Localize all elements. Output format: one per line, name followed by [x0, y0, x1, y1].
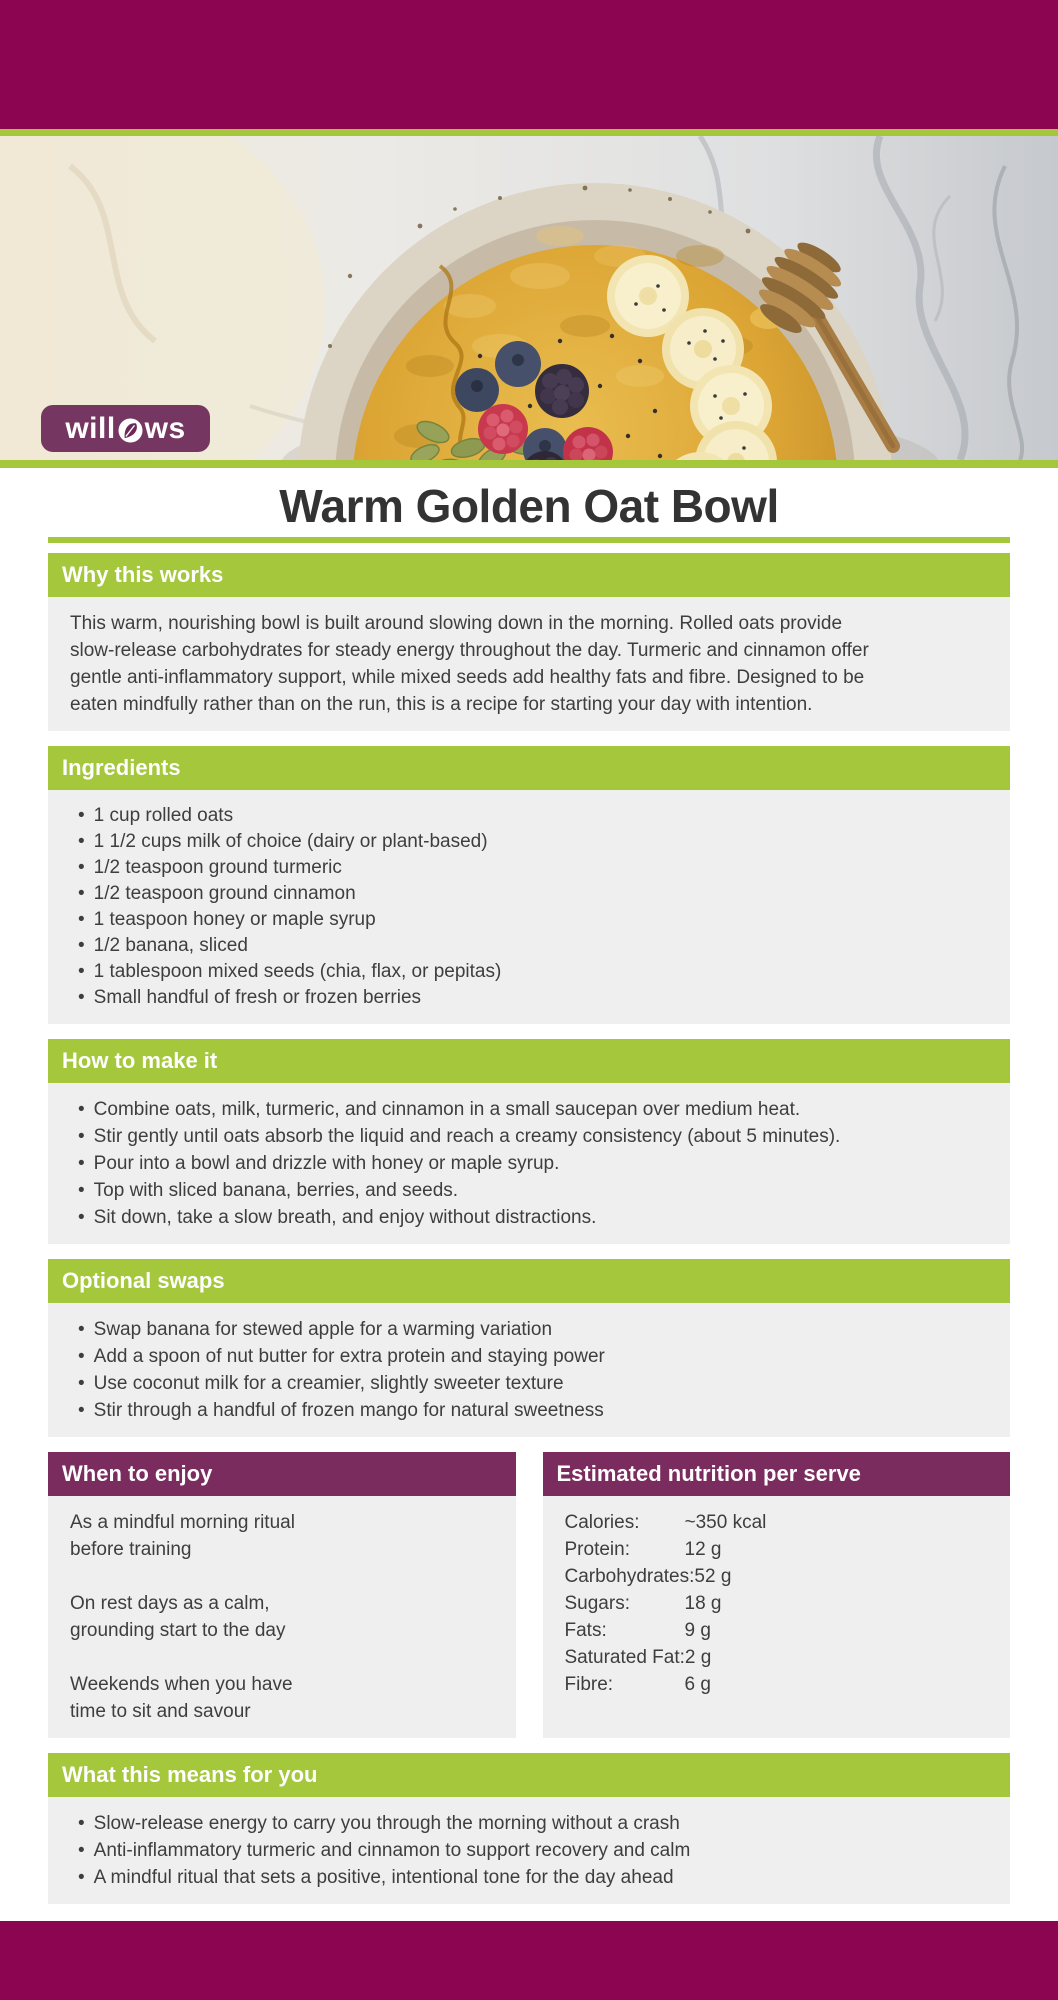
willows-logo — [41, 405, 210, 452]
swap-item: • Stir through a handful of frozen mango for natural sweetness — [70, 1397, 988, 1424]
nutrition-label: Fibre: — [564, 1674, 614, 1695]
two-column-row — [48, 1452, 1010, 1738]
when-line-1: As a mindful morning ritual — [70, 1512, 295, 1533]
section-header-ingredients: Ingredients — [48, 746, 1010, 790]
paragraph-line: eaten mindfully rather than on the run, this is a recipe for starting your day with intention. — [70, 694, 813, 715]
top-accent-line — [0, 129, 1058, 136]
nutrition-row — [565, 1563, 989, 1590]
bottom-banner — [0, 1921, 1058, 2000]
section-meaning — [48, 1753, 1010, 1904]
ingredient-item: • 1/2 teaspoon ground turmeric — [70, 855, 988, 881]
nutrition-label: Fats: — [564, 1620, 607, 1641]
nutrition-row — [565, 1644, 989, 1671]
nutrition-value: 6 g — [684, 1674, 711, 1695]
section-nutrition — [543, 1452, 1011, 1738]
hero — [0, 136, 1058, 460]
nutrition-label: Carbohydrates: — [564, 1566, 695, 1587]
nutrition-value: 52 g — [694, 1566, 732, 1587]
method-step: • Top with sliced banana, berries, and seeds. — [70, 1177, 988, 1204]
hero-accent-line — [0, 460, 1058, 468]
ingredient-item: • 1 cup rolled oats — [70, 803, 988, 829]
when-line-1: On rest days as a calm, — [70, 1593, 270, 1614]
section-header-when: When to enjoy — [48, 1452, 516, 1496]
section-body-when — [48, 1496, 516, 1738]
meaning-item: • Anti-inflammatory turmeric and cinnamon to support recovery and calm — [70, 1837, 988, 1864]
nutrition-row — [565, 1671, 989, 1698]
paragraph-line: This warm, nourishing bowl is built around slowing down in the morning. Rolled oats provide — [70, 613, 843, 634]
swap-item: • Add a spoon of nut butter for extra protein and staying power — [70, 1343, 988, 1370]
section-ingredients — [48, 746, 1010, 1024]
method-step: • Sit down, take a slow breath, and enjoy without distractions. — [70, 1204, 988, 1231]
section-when — [48, 1452, 516, 1738]
when-line-2: time to sit and savour — [70, 1701, 251, 1722]
when-entry — [70, 1671, 494, 1725]
nutrition-label: Calories: — [564, 1512, 640, 1533]
section-body-meaning — [48, 1797, 1010, 1904]
when-entry — [70, 1590, 494, 1644]
nutrition-value: 18 g — [684, 1593, 722, 1614]
nutrition-label: Protein: — [564, 1539, 630, 1560]
page-title: Warm Golden Oat Bowl — [279, 480, 779, 532]
nutrition-value: 2 g — [684, 1647, 712, 1668]
when-line-2: grounding start to the day — [70, 1620, 286, 1641]
method-step: • Combine oats, milk, turmeric, and cinnamon in a small saucepan over medium heat. — [70, 1096, 988, 1123]
ingredient-item: • Small handful of fresh or frozen berries — [70, 985, 988, 1011]
section-body-why — [48, 597, 1010, 731]
ingredient-item: • 1/2 banana, sliced — [70, 933, 988, 959]
ingredient-item: • 1 1/2 cups milk of choice (dairy or plant-based) — [70, 829, 988, 855]
nutrition-value: ~350 kcal — [684, 1512, 767, 1533]
section-body-nutrition — [543, 1496, 1011, 1738]
nutrition-label: Saturated Fat: — [564, 1647, 685, 1668]
nutrition-value: 12 g — [684, 1539, 722, 1560]
when-entry — [70, 1509, 494, 1563]
when-line-1: Weekends when you have — [70, 1674, 293, 1695]
method-step: • Stir gently until oats absorb the liquid and reach a creamy consistency (about 5 minutes). — [70, 1123, 988, 1150]
content — [0, 553, 1058, 1904]
top-banner — [0, 0, 1058, 129]
section-header-meaning: What this means for you — [48, 1753, 1010, 1797]
section-header-why: Why this works — [48, 553, 1010, 597]
nutrition-value: 9 g — [684, 1620, 711, 1641]
when-line-2: before training — [70, 1539, 192, 1560]
section-swaps — [48, 1259, 1010, 1437]
nutrition-row — [565, 1617, 989, 1644]
meaning-item: • Slow-release energy to carry you through the morning without a crash — [70, 1810, 988, 1837]
ingredient-item: • 1 tablespoon mixed seeds (chia, flax, or pepitas) — [70, 959, 988, 985]
section-body-ingredients — [48, 790, 1010, 1024]
method-step: • Pour into a bowl and drizzle with honey or maple syrup. — [70, 1150, 988, 1177]
logo-text-post: ws — [144, 411, 186, 445]
paragraph-line: gentle anti-inflammatory support, while mixed seeds add healthy fats and fibre. Designed to be — [70, 667, 865, 688]
section-body-method — [48, 1083, 1010, 1244]
logo-text-pre: will — [65, 411, 116, 445]
section-header-swaps: Optional swaps — [48, 1259, 1010, 1303]
nutrition-label: Sugars: — [564, 1593, 630, 1614]
nutrition-row — [565, 1536, 989, 1563]
section-method — [48, 1039, 1010, 1244]
ingredient-item: • 1 teaspoon honey or maple syrup — [70, 907, 988, 933]
section-header-method: How to make it — [48, 1039, 1010, 1083]
swap-item: • Swap banana for stewed apple for a warming variation — [70, 1316, 988, 1343]
section-header-nutrition: Estimated nutrition per serve — [543, 1452, 1011, 1496]
nutrition-row — [565, 1590, 989, 1617]
meaning-item: • A mindful ritual that sets a positive, intentional tone for the day ahead — [70, 1864, 988, 1891]
section-why — [48, 553, 1010, 731]
paragraph-line: slow-release carbohydrates for steady energy throughout the day. Turmeric and cinnamon offer — [70, 640, 869, 661]
ingredient-item: • 1/2 teaspoon ground cinnamon — [70, 881, 988, 907]
leaf-icon — [117, 417, 144, 444]
swap-item: • Use coconut milk for a creamier, slightly sweeter texture — [70, 1370, 988, 1397]
nutrition-row — [565, 1509, 989, 1536]
section-body-swaps — [48, 1303, 1010, 1437]
title-underline — [48, 537, 1010, 543]
